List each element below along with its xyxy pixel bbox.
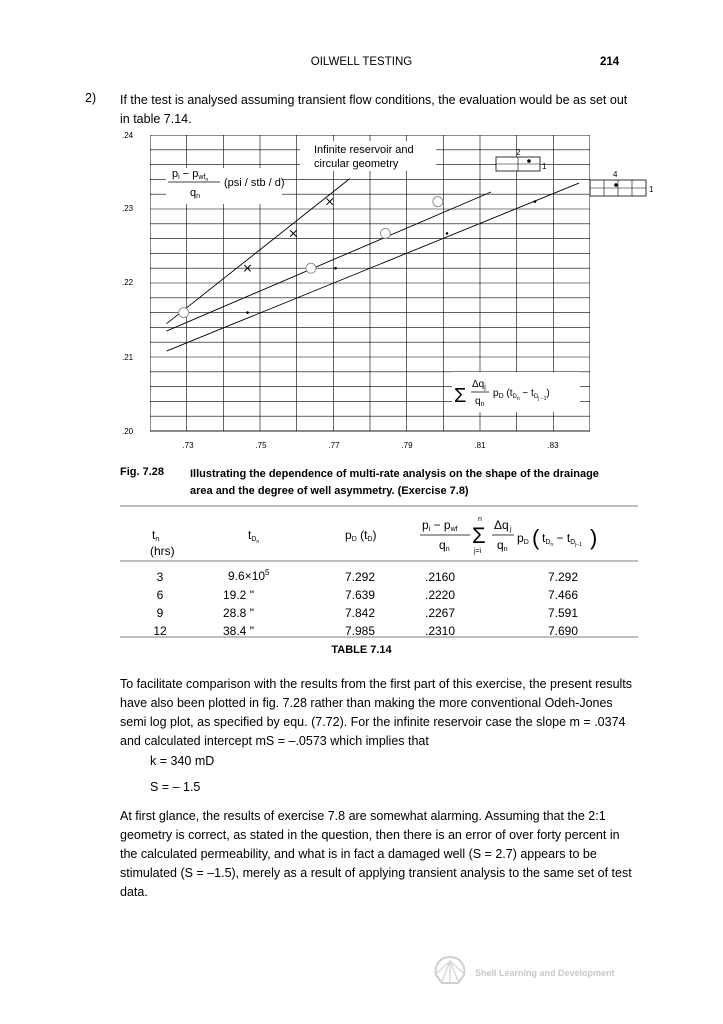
y-label-numerator: pi − pwfn: [172, 168, 209, 183]
table-cell-sum: 7.591: [548, 606, 579, 620]
table-cell-dp: .2160: [425, 570, 456, 584]
table-cell-tdn: $9.6\times 10^5$: [228, 568, 270, 583]
y-tick-label: .23: [122, 204, 134, 213]
fit-line-series-2: [167, 192, 492, 331]
table-cell-tdn: 28.8 ": [223, 606, 254, 620]
table-cell-tn: 12: [153, 624, 167, 638]
figure-caption-text: Illustrating the dependence of multi-rate analysis on the shape of the drainage area and the degree of well asymmetry. (Exercise 7.8): [190, 468, 599, 497]
table-cell-dp: .2220: [425, 588, 456, 602]
question-number: 2): [85, 91, 97, 105]
table-title: TABLE 7.14: [331, 644, 392, 656]
inset-1-side-label: 1: [542, 162, 547, 171]
table-cell-sum: 7.466: [548, 588, 579, 602]
y-tick-label: .21: [122, 353, 134, 362]
result-skin: S = – 1.5: [150, 780, 201, 794]
inset-2-side-label: 1: [649, 185, 654, 194]
data-point-dot-marker: [246, 311, 249, 314]
geometry-inset-2-1: [496, 148, 547, 171]
data-point-circle-marker: [306, 263, 316, 273]
y-tick-label: .24: [122, 131, 134, 140]
header-dp-num: pi − pwf: [422, 518, 458, 533]
y-tick-label: .22: [122, 278, 134, 287]
table-cell-tn: 6: [156, 588, 164, 602]
table-cell-pd: 7.639: [345, 588, 376, 602]
running-header: OILWELL TESTING: [310, 56, 413, 68]
fit-lines: [167, 179, 580, 351]
svg-text:qn: qn: [497, 538, 508, 553]
shell-logo-icon: [432, 955, 468, 987]
header-tn: tn: [152, 528, 160, 543]
question-text: If the test is analysed assuming transient flow conditions, the evaluation would be as set out in table 7.14.: [120, 93, 628, 126]
geometry-inset-4-1: [586, 168, 658, 202]
x-tick-label: .83: [547, 441, 559, 450]
svg-text:qn: $q_n$: [475, 396, 485, 408]
table-cell-tn: 9: [156, 606, 164, 620]
y-label-denominator: qn: [190, 187, 201, 200]
svg-text:Δqj: $\Delta q_j$: [472, 379, 486, 391]
fit-line-series-3: [167, 183, 580, 351]
data-point-x-marker: [290, 230, 296, 236]
data-point-circle-marker: [179, 308, 189, 318]
data-point-dot-marker: [534, 200, 537, 203]
data-markers: [179, 197, 537, 318]
data-point-circle-marker: [380, 228, 390, 238]
inset-1-well-label: 2: [516, 148, 521, 157]
data-point-x-marker: [326, 198, 332, 204]
data-point-circle-marker: [433, 197, 443, 207]
table-cell-sum: 7.690: [548, 624, 579, 638]
svg-text:n: n: [478, 516, 482, 523]
y-label-units: (psi / stb / d): [224, 177, 285, 189]
table-cell-tdn: 19.2 ": [223, 588, 254, 602]
svg-text:): ): [590, 525, 598, 550]
svg-text:Σ: Σ: [454, 385, 467, 407]
header-hrs: (hrs): [150, 544, 175, 558]
result-permeability: k = 340 mD: [150, 754, 215, 768]
table-cell-pd: 7.842: [345, 606, 376, 620]
header-tdn: tDn: [248, 528, 260, 545]
footer-text: Shell Learning and Development: [475, 968, 615, 978]
table-cell-sum: 7.292: [548, 570, 579, 584]
table-cell-pd: 7.985: [345, 624, 376, 638]
header-sum-sigma: Σ: [472, 523, 486, 548]
x-tick-label: .75: [255, 441, 267, 450]
inset-2-well-label: 4: [613, 170, 618, 179]
annotation-line-2: circular geometry: [314, 158, 399, 170]
header-dp-den: qn: [439, 538, 450, 553]
table-cell-tn: 3: [156, 570, 164, 584]
table-cell-dp: .2267: [425, 606, 456, 620]
svg-text:pD (tDn − tDj −1): $p_D$ $(t_{Dn} - t_{Dj -1})$: [493, 388, 550, 402]
table-cell-dp: .2310: [425, 624, 456, 638]
x-tick-label: .81: [474, 441, 486, 450]
body-paragraph-1: To facilitate comparison with the results from the first part of this exercise, the present results have also been plotted in fig. 7.28 rather than making the more conventional Odeh-Jones semi log plot, as specified by equ. (7.72). For the infinite reservoir case the slope m = .0374 and calculated intercept mS = –.0573 which implies that: [120, 677, 633, 748]
svg-text:Δq: Δq: [494, 518, 509, 532]
svg-text:tDn − tDj−1: tDn − tDj−1: [542, 531, 583, 548]
svg-text:(: (: [532, 525, 540, 550]
page-number: 214: [600, 56, 620, 68]
header-pd: pD (tD): [345, 528, 377, 543]
data-point-dot-marker: [446, 232, 449, 235]
table-cell-pd: 7.292: [345, 570, 376, 584]
svg-text:j=i: j=i: [474, 548, 482, 555]
annotation-line-1: Infinite reservoir and: [314, 144, 414, 156]
x-axis-label: [452, 372, 582, 412]
x-tick-label: .73: [182, 441, 194, 450]
y-tick-label: .20: [122, 427, 134, 436]
x-tick-label: .77: [328, 441, 340, 450]
svg-text:j: j: [510, 526, 512, 533]
x-tick-label: .79: [401, 441, 413, 450]
header-sum-pd: pD: [517, 531, 529, 546]
body-paragraph-2: At first glance, the results of exercise 7.8 are somewhat alarming. Assuming that the 2:1 geometry is correct, as stated in the question, then there is an error of over forty percent in the calculated permeability, and what is in fact a damaged well (S = 2.7) appears to be stimulated (S = –1.5), merely as a result of applying transient analysis to the same set of test data.: [120, 809, 632, 899]
data-point-dot-marker: [334, 267, 337, 270]
table-cell-tdn: 38.4 ": [223, 624, 254, 638]
figure-caption-label: Fig. 7.28: [120, 466, 165, 478]
